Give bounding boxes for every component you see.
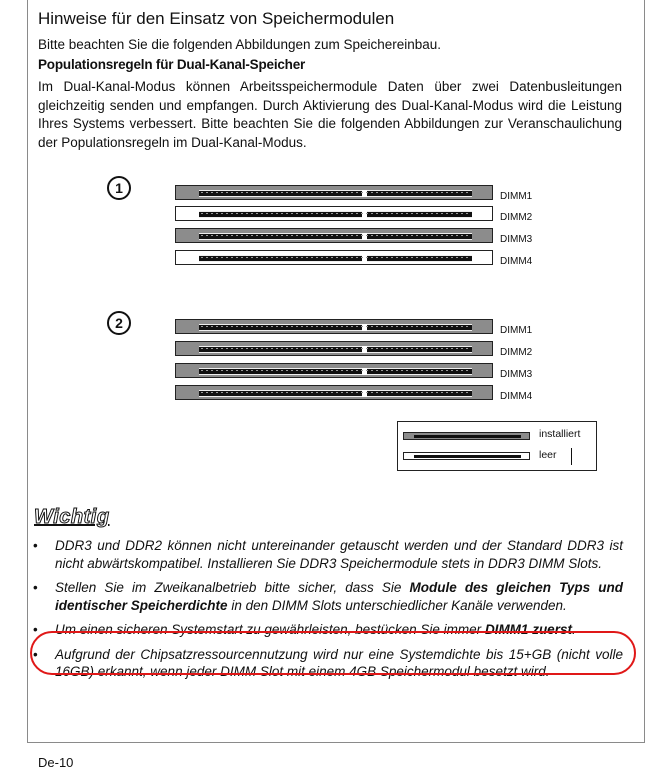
diagram-1-number: 1 <box>107 176 131 200</box>
diagram-2-slot-4 <box>175 385 493 400</box>
diagram-1-slot-4 <box>175 250 493 265</box>
note-3-text-start: Um einen sicheren Systemstart zu gewährleisten, bestücken Sie immer <box>55 622 485 637</box>
diagram-2-slot-3-label: DIMM3 <box>500 369 533 380</box>
note-item <box>33 579 623 614</box>
diagram-1-slot-3 <box>175 228 493 243</box>
legend-installed-swatch <box>403 432 530 440</box>
note-3-text-end: . <box>571 622 576 637</box>
note-item <box>33 537 623 572</box>
diagram-1-slot-3-label: DIMM3 <box>500 234 533 245</box>
legend-empty-swatch <box>403 452 530 460</box>
diagram-1-slot-4-label: DIMM4 <box>500 256 533 267</box>
page-title: Hinweise für den Einsatz von Speichermodulen <box>38 9 395 28</box>
legend-empty-label: leer <box>539 449 557 461</box>
note-3-bold-text: DIMM1 zuerst <box>484 622 572 637</box>
diagram-2-slot-1 <box>175 319 493 334</box>
red-highlight-ellipse <box>30 631 636 675</box>
legend-installed-label: installiert <box>539 428 581 440</box>
page-number: De-10 <box>38 755 74 770</box>
diagram-1-slot-2 <box>175 206 493 221</box>
diagram-2-slot-2 <box>175 341 493 356</box>
body-paragraph: Im Dual-Kanal-Modus können Arbeitsspeichermodule Daten über zwei Datenbusleitungen gleichzeitig senden und empfangen. Durch Aktivierung des Dual-Kanal-Modus wird die Leistung Ihres Systems verbessert. Bitte beachten Sie die folgenden Abbildungen zur Veranschaulichung der Populationsregeln im Dual-Kanal-Modus. <box>38 79 622 150</box>
intro-text: Bitte beachten Sie die folgenden Abbildungen zum Speichereinbau. <box>38 37 442 52</box>
note-2-bold-text: Module des gleichen Typs und identischer Speicherdichte <box>55 580 623 613</box>
text-cursor <box>571 448 572 465</box>
diagram-2-slot-2-label: DIMM2 <box>500 347 533 358</box>
diagram-2-slot-4-label: DIMM4 <box>500 391 533 402</box>
diagram-1-slot-1 <box>175 185 493 200</box>
slot-legend <box>397 421 597 471</box>
note-1-text: DDR3 und DDR2 können nicht untereinander getauscht werden und der Standard DDR3 ist nicht abwärtskompatibel. Installieren Sie DDR3 Speichermodule stets in DDR3 DIMM Slots. <box>55 538 623 571</box>
note-2-text-start: Stellen Sie im Zweikanalbetrieb bitte sicher, dass Sie <box>55 580 410 595</box>
important-heading: Wichtig <box>34 506 110 528</box>
diagram-2-slot-3 <box>175 363 493 378</box>
section-subtitle: Populationsregeln für Dual-Kanal-Speicher <box>38 57 306 72</box>
diagram-1-slot-2-label: DIMM2 <box>500 212 533 223</box>
diagram-2-number: 2 <box>107 311 131 335</box>
note-2-text-end: in den DIMM Slots unterschiedlicher Kanäle verwenden. <box>227 597 567 613</box>
note-4-text: Aufgrund der Chipsatzressourcennutzung wird nur eine Systemdichte bis 15+GB (nicht volle 16GB) erkannt, wenn jeder DIMM Slot mit einem 4GB Speichermodul besetzt wird. <box>55 646 623 679</box>
diagram-1-slot-1-label: DIMM1 <box>500 191 533 202</box>
diagram-2-slot-1-label: DIMM1 <box>500 325 533 336</box>
